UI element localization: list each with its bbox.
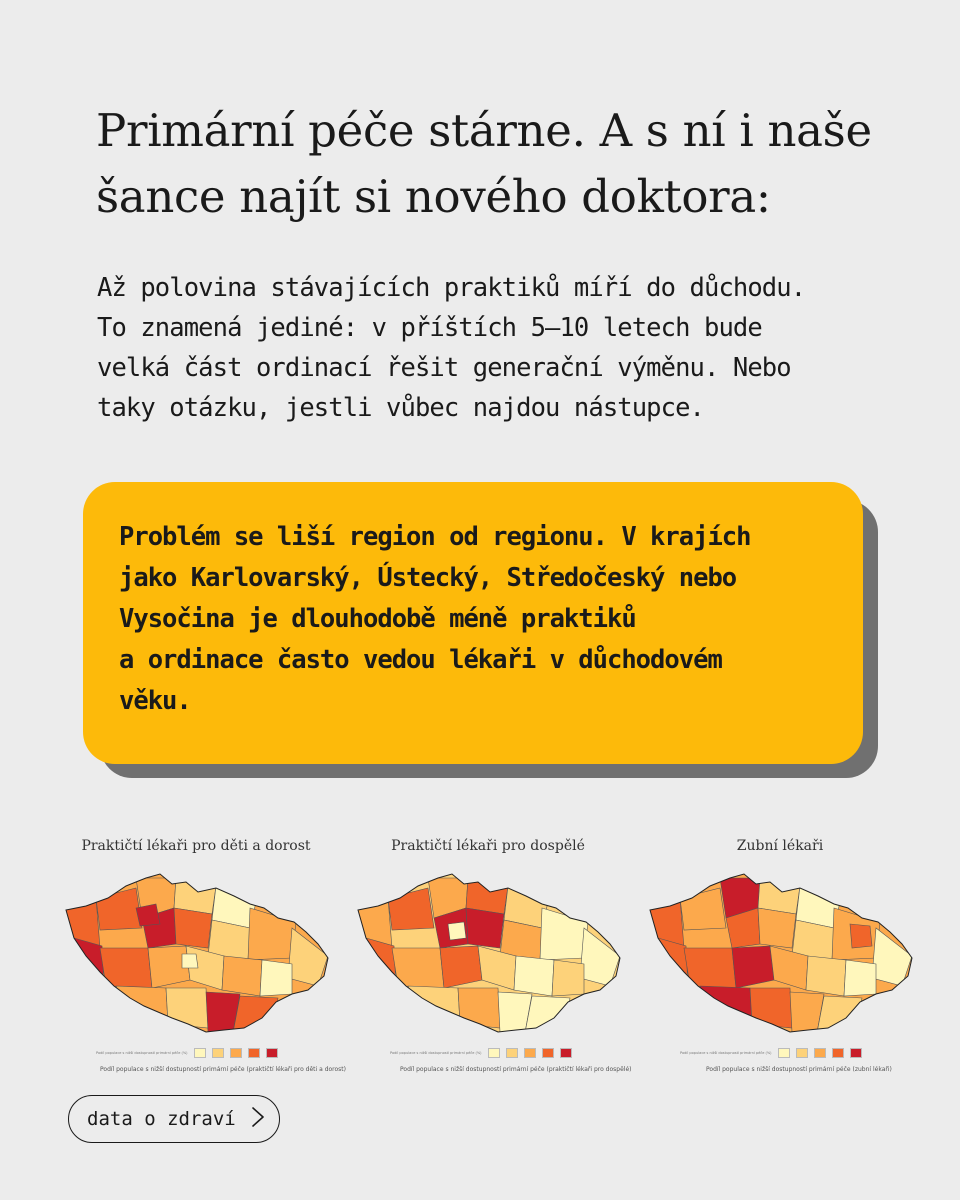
legend-label: Podíl populace s nižší dostupností primární péče (%) (96, 1051, 188, 1055)
chevron-right-icon (251, 1106, 265, 1133)
callout-line: Problém se liší region od regionu. V krajích (119, 522, 751, 552)
legend-swatch (814, 1048, 826, 1058)
headline-line-1: Primární péče stárne. A s ní i naše (96, 104, 872, 157)
callout-box (83, 482, 863, 764)
legend-swatch (488, 1048, 500, 1058)
map-legend (390, 1048, 572, 1058)
czech-map-illustration (56, 868, 336, 1048)
intro-line: taky otázku, jestli vůbec najdou nástupce. (97, 393, 704, 423)
map-regions (56, 868, 336, 1048)
callout-line: Vysočina je dlouhodobě méně praktiků (119, 604, 636, 634)
legend-swatch (542, 1048, 554, 1058)
map-caption: Podíl populace s nižší dostupností primární péče (praktičtí lékaři pro dospělé) (400, 1066, 632, 1073)
headline (96, 98, 896, 230)
intro-line: velká část ordinací řešit generační výměnu. Nebo (97, 353, 791, 383)
intro-paragraph (97, 268, 887, 428)
czech-map-illustration (640, 868, 920, 1048)
button-label: data o zdraví (87, 1108, 236, 1130)
intro-line: To znamená jediné: v příštích 5–10 letech bude (97, 313, 762, 343)
map-caption: Podíl populace s nižší dostupností primární péče (zubní lékaři) (706, 1066, 892, 1073)
callout-line: jako Karlovarský, Ústecký, Středočeský nebo (119, 563, 737, 593)
callout-text (119, 517, 833, 722)
legend-swatch (778, 1048, 790, 1058)
legend-swatch (832, 1048, 844, 1058)
legend-swatch (560, 1048, 572, 1058)
map-title: Praktičtí lékaři pro dospělé (391, 838, 585, 854)
headline-line-2: šance najít si nového doktora: (96, 170, 771, 223)
legend-swatch (506, 1048, 518, 1058)
legend-swatch (230, 1048, 242, 1058)
legend-swatch (524, 1048, 536, 1058)
legend-swatch (212, 1048, 224, 1058)
callout-line: a ordinace často vedou lékaři v důchodovém (119, 645, 722, 675)
map-legend (96, 1048, 278, 1058)
data-o-zdravi-button[interactable] (68, 1095, 280, 1143)
map-title: Praktičtí lékaři pro děti a dorost (81, 838, 311, 854)
map-title: Zubní lékaři (736, 838, 824, 854)
intro-line: Až polovina stávajících praktiků míří do důchodu. (97, 273, 806, 303)
map-caption: Podíl populace s nižší dostupností primární péče (praktičtí lékaři pro děti a dorost) (100, 1066, 346, 1073)
map-regions (640, 868, 920, 1048)
legend-swatch (850, 1048, 862, 1058)
legend-swatch (796, 1048, 808, 1058)
legend-swatch (266, 1048, 278, 1058)
map-regions (348, 868, 628, 1048)
map-legend (680, 1048, 862, 1058)
legend-swatch (194, 1048, 206, 1058)
legend-swatch (248, 1048, 260, 1058)
callout-line: věku. (119, 686, 191, 716)
legend-label: Podíl populace s nižší dostupností primární péče (%) (680, 1051, 772, 1055)
czech-map-illustration (348, 868, 628, 1048)
legend-label: Podíl populace s nižší dostupností primární péče (%) (390, 1051, 482, 1055)
